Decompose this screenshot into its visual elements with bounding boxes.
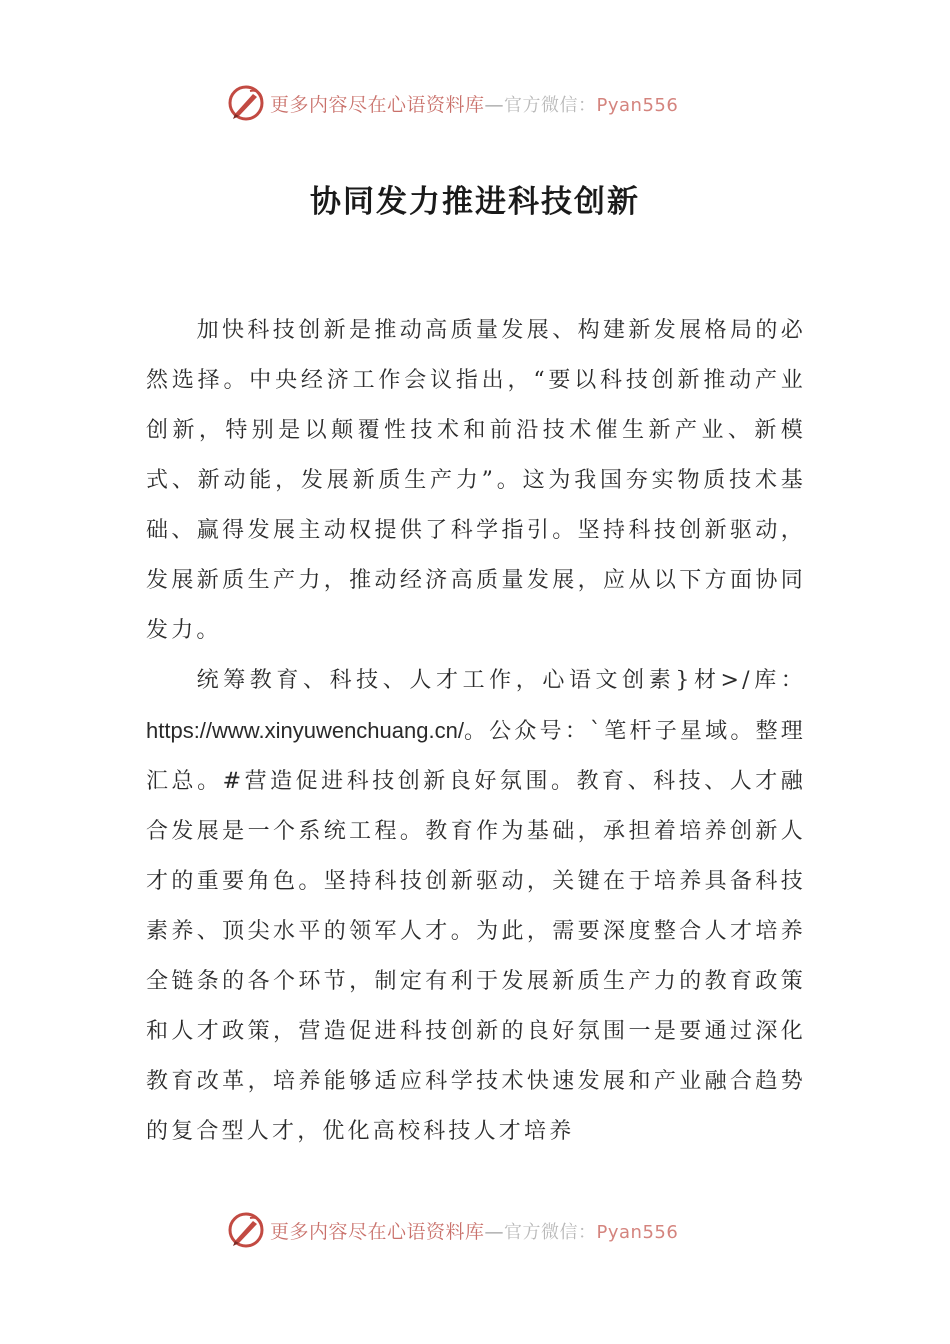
footer-banner: [226, 1210, 678, 1250]
website-url: https://www.xinyuwenchuang.cn/: [146, 718, 464, 743]
pen-logo-icon: [226, 1210, 266, 1250]
brand-text: [270, 90, 678, 117]
wechat-handle: Pyan556: [596, 94, 679, 116]
brand-text: [270, 1217, 678, 1244]
paragraph-1: 加快科技创新是推动高质量发展、构建新发展格局的必然选择。中央经济工作会议指出，“要以科技创新推动产业创新，特别是以颠覆性技术和前沿技术催生新产业、新模式、新动能，发展新质生产力”。这为我国夯实物质技术基础、赢得发展主动权提供了科学指引。坚持科技创新驱动，发展新质生产力，推动经济高质量发展，应从以下方面协同发力。: [146, 318, 806, 643]
brand-name: 更多内容尽在心语资料库: [270, 93, 485, 116]
wechat-handle: Pyan556: [596, 1221, 679, 1243]
paragraph-2-start: 统筹教育、科技、人才工作，心语文创素}材>/库：: [196, 668, 806, 693]
document-body: [146, 306, 806, 1157]
document-title: 协同发力推进科技创新: [310, 184, 640, 220]
brand-name: 更多内容尽在心语资料库: [270, 1220, 485, 1243]
pen-logo-icon: [226, 83, 266, 123]
brand-dash: —: [484, 93, 505, 116]
paragraph-2: [146, 656, 806, 1157]
paragraph-2-rest: 。公众号：`笔杆子星域。整理汇总。#营造促进科技创新良好氛围。教育、科技、人才融合发展是一个系统工程。教育作为基础，承担着培养创新人才的重要角色。坚持科技创新驱动，关键在于培养具备科技素养、顶尖水平的领军人才。为此，需要深度整合人才培养全链条的各个环节，制定有利于发展新质生产力的教育政策和人才政策，营造促进科技创新的良好氛围一是要通过深化教育改革，培养能够适应科学技术快速发展和产业融合趋势的复合型人才，优化高校科技人才培养: [146, 719, 806, 1144]
contact-label: 官方微信：: [504, 94, 597, 116]
contact-label: 官方微信：: [504, 1221, 597, 1243]
brand-dash: —: [484, 1220, 505, 1243]
header-banner: [226, 83, 678, 123]
